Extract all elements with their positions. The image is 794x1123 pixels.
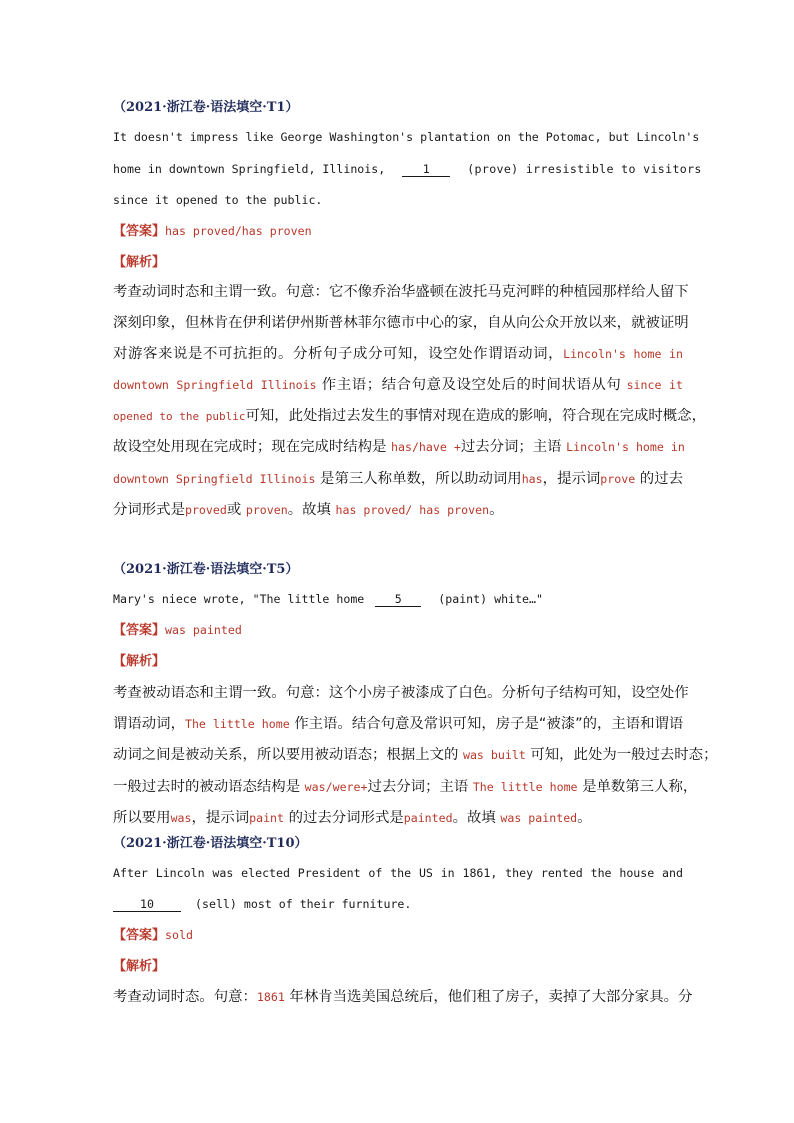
analysis-text: 可知，此处为一般过去时态；: [530, 747, 718, 763]
question-text: Mary's niece wrote, "The little home: [113, 592, 365, 606]
analysis-text-line: 深刻印象，但林肯在伊利诺伊州斯普林菲尔德市中心的家，自从向公众开放以来，就被证明: [113, 315, 689, 331]
analysis-text: 年林肯当选美国总统后，他们租了房子，卖掉了大部分家具。分: [289, 989, 693, 1005]
analysis-english: The little home: [472, 780, 578, 794]
analysis-text: 可知，此处指过去发生的事情对现在造成的影响，符合现在完成时概念，: [245, 408, 706, 424]
analysis-text: 谓语动词，: [113, 716, 185, 732]
analysis-tag: 【解析】: [113, 654, 166, 669]
analysis-tag-line: [113, 957, 683, 976]
analysis-english: paint: [249, 811, 285, 825]
answer-blank-1: 1: [402, 162, 450, 177]
answer-text: was painted: [165, 623, 242, 637]
analysis-text: 作主语。结合句意及常识可知，房子是“被漆”的，主语和谓语: [294, 716, 684, 732]
analysis-english: was built: [462, 748, 526, 762]
answer-text: has proved/has proven: [165, 224, 312, 238]
analysis-text: 。故填: [287, 502, 331, 518]
analysis-text: 所以要用: [113, 810, 171, 826]
analysis-english: painted: [403, 811, 453, 825]
analysis-text: 分词形式是: [113, 502, 185, 518]
analysis-english: prove: [600, 472, 636, 486]
answer-line: [113, 222, 683, 241]
analysis-text: 的过去: [639, 471, 683, 487]
question-text: home in downtown Springfield, Illinois,: [113, 162, 386, 176]
question-header-t10: （2021·浙江卷·语法填空·T10）: [113, 836, 308, 851]
question-text-line: [113, 590, 683, 608]
answer-tag: 【答案】: [113, 623, 166, 638]
answer-line: [113, 926, 683, 945]
analysis-english: opened to the public: [113, 410, 246, 423]
question-text: (prove) irresistible to visitors: [467, 162, 702, 176]
analysis-text: 考查动词时态。句意：: [113, 989, 257, 1005]
answer-tag: 【答案】: [113, 224, 166, 239]
analysis-text-line: [113, 745, 718, 765]
analysis-english: has proved/ has proven: [335, 503, 490, 517]
analysis-text: 的过去分词形式是: [288, 810, 404, 826]
analysis-text-line: 考查动词时态和主谓一致。句意：它不像乔治华盛顿在波托马克河畔的种植园那样给人留下: [113, 284, 689, 300]
question-text-line: It doesn't impress like George Washington's plantation on the Potomac, but Lincoln's: [113, 130, 700, 144]
analysis-text: 。故填: [452, 810, 496, 826]
question-text-line: After Lincoln was elected President of the US in 1861, they rented the house and: [113, 866, 683, 880]
analysis-english: Lincoln's home in: [563, 347, 683, 361]
analysis-text-line: [113, 406, 706, 427]
analysis-english: was/were+: [304, 780, 368, 794]
analysis-text: 。: [489, 502, 504, 518]
analysis-english: proved: [184, 503, 227, 517]
analysis-text: 一般过去时的被动语态结构是: [113, 779, 301, 795]
analysis-english: downtown Springfield Illinois: [113, 378, 317, 392]
analysis-tag-line: [113, 652, 683, 671]
analysis-english: Lincoln's home in: [566, 440, 685, 454]
answer-line: [113, 621, 683, 640]
answer-blank-10: 10: [113, 897, 181, 912]
analysis-text-line: [113, 714, 683, 734]
analysis-english: has/have +: [391, 440, 461, 454]
analysis-english: downtown Springfield Illinois: [113, 472, 316, 486]
analysis-text: 或: [226, 502, 242, 518]
analysis-text: 是第三人称单数，所以助动词用: [320, 471, 522, 487]
analysis-text: 过去分词；主语: [367, 779, 469, 795]
question-text-line: [113, 895, 683, 913]
analysis-english: proven: [245, 503, 288, 517]
analysis-text-line: [113, 777, 698, 797]
analysis-text: 对游客来说是不可抗拒的。分析句子成分可知，设空处作谓语动词，: [113, 346, 564, 362]
analysis-tag: 【解析】: [113, 255, 166, 270]
analysis-english: 1861: [256, 990, 285, 1004]
analysis-english: The little home: [184, 717, 290, 731]
question-header-t1: （2021·浙江卷·语法填空·T1）: [113, 100, 299, 115]
answer-tag: 【答案】: [113, 928, 166, 943]
analysis-text-line: [113, 344, 683, 364]
analysis-english: has: [521, 472, 543, 486]
analysis-english: was: [170, 811, 192, 825]
question-text: (sell) most of their furniture.: [195, 897, 412, 911]
analysis-text: 过去分词；主语: [460, 439, 562, 455]
analysis-english: was painted: [500, 811, 578, 825]
analysis-text: 作主语；结合句意及设空处后的时间状语从句: [321, 377, 622, 393]
question-text: (paint) white…": [438, 592, 543, 606]
analysis-text-line: [113, 469, 683, 489]
analysis-text: 是单数第三人称，: [582, 779, 698, 795]
analysis-text-line: [113, 437, 683, 457]
analysis-text: 动词之间是被动关系，所以要用被动语态；根据上文的: [113, 747, 459, 763]
analysis-text-line: [113, 375, 683, 395]
analysis-text: ，提示词: [542, 471, 601, 487]
answer-text: sold: [165, 928, 193, 942]
analysis-english: since it: [626, 378, 684, 392]
analysis-tag-line: [113, 253, 683, 272]
analysis-text: 故设空处用现在完成时；现在完成时结构是: [113, 439, 387, 455]
question-text-line: since it opened to the public.: [113, 193, 323, 207]
analysis-tag: 【解析】: [113, 959, 166, 974]
analysis-text-line: 考查被动语态和主谓一致。句意：这个小房子被漆成了白色。分析句子结构可知，设空处作: [113, 685, 689, 701]
analysis-text-line: [113, 500, 683, 520]
analysis-text: 。: [577, 810, 592, 826]
answer-blank-5: 5: [375, 592, 421, 607]
analysis-text: ，提示词: [191, 810, 250, 826]
question-text-line: [113, 160, 702, 178]
analysis-text-line: [113, 987, 693, 1007]
analysis-text-line: [113, 808, 683, 828]
question-header-t5: （2021·浙江卷·语法填空·T5）: [113, 562, 299, 577]
